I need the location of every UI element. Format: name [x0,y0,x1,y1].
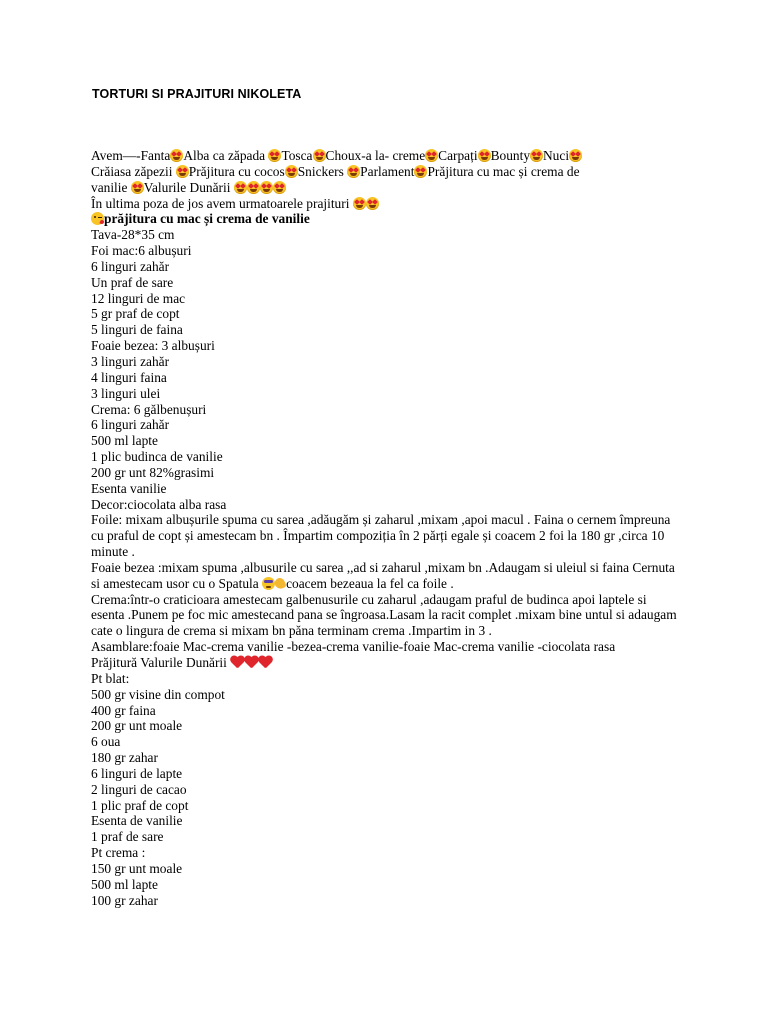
ingredient-line: Crema: 6 gălbenușuri [91,401,207,417]
intro-text: În ultima poza de jos avem urmatoarele prajituri [91,195,353,211]
ingredient-line: 1 plic praf de copt [91,797,189,813]
intro-line-2 [91,164,681,180]
intro-text: Valurile Dunării [143,179,234,195]
ingredient-line: 500 ml lapte [91,876,158,892]
document-body [91,148,681,909]
ingredient-line: 180 gr zahar [91,750,158,766]
heart-eyes-emoji-icon [569,149,582,162]
recipe-2-heading [91,655,681,671]
recipe-2-heading-text: Prăjitură Valurile Dunării [91,655,231,670]
intro-text: Crăiasa zăpezii [91,163,176,179]
ingredient-line: Pt crema : [91,845,146,861]
ingredient-line: 6 linguri zahăr [91,417,170,433]
heart-eyes-emoji-icon [347,165,360,178]
ingredient-line: 100 gr zahar [91,892,158,908]
ingredient-line: Decor:ciocolata alba rasa [91,496,227,512]
ingredient-line: 2 linguri de cacao [91,781,187,797]
clapping-hands-icon [273,576,287,590]
intro-text: Snickers [297,163,348,179]
heart-eyes-emoji-icon [530,149,543,162]
recipe-1-heading-text: prăjitura cu mac și crema de vanilie [104,211,310,227]
ingredient-line: Esenta de vanilie [91,813,183,829]
ingredient-line: 1 plic budinca de vanilie [91,449,223,465]
heart-eyes-emoji-icon [260,181,273,194]
intro-line-1 [91,148,681,164]
intro-text: Tosca [281,148,313,163]
ingredient-line: 3 linguri zahăr [91,353,170,369]
ingredient-line: 5 gr praf de copt [91,306,180,322]
ingredient-line: 12 linguri de mac [91,290,186,306]
heart-eyes-emoji-icon [366,197,379,210]
bezea-text: coacem bezeaua la fel ca foile . [286,575,454,591]
intro-line-4 [91,196,681,212]
weary-face-icon [262,577,275,590]
heart-eyes-emoji-icon [268,149,281,162]
red-heart-icon [258,656,273,669]
intro-text: Prăjitura cu mac și crema de [427,163,580,179]
intro-text: Avem—-Fanta [91,148,171,163]
ingredient-line: 400 gr faina [91,702,156,718]
heart-eyes-emoji-icon [414,165,427,178]
intro-text: Carpați [438,148,478,163]
heart-eyes-emoji-icon [247,181,260,194]
recipe-1-crema-paragraph: Crema:într-o craticioara amestecam galbenusurile cu zaharul ,adaugam praful de budinca apoi laptele si esenta .Punem pe foc mic amestecand pana se îngroasa.Lasam la racit complet .mixam bine untul si adaugam cate o lingura de crema si mixam bn păna terminam crema .Impartim in 3 . [91,591,677,639]
ingredient-line: Foaie bezea: 3 albușuri [91,338,215,354]
ingredient-line: 6 oua [91,734,121,750]
document-title: TORTURI SI PRAJITURI NIKOLETA [92,87,302,101]
ingredient-line: 5 linguri de faina [91,322,183,338]
bezea-text: Foaie bezea :mixam spuma ,albusurile cu sarea ,,ad si zaharul ,mixam bn .Adaugam si uleiul si faina Cernuta si amestecam usor cu o Spatula [91,559,675,591]
heart-eyes-emoji-icon [478,149,491,162]
ingredient-line: 200 gr unt moale [91,718,183,734]
intro-text: Alba ca zăpada [183,148,269,163]
heart-eyes-emoji-icon [170,149,183,162]
recipe-2-ingredients [91,671,681,909]
ingredient-line: 3 linguri ulei [91,385,161,401]
intro-text: Bounty [490,148,531,163]
intro-text: Nuci [543,148,570,163]
recipe-1-foile-paragraph: Foile: mixam albușurile spuma cu sarea ,adăugăm și zaharul ,mixam ,apoi macul . Faina o cernem împreuna cu praful de copt și amestecam bn . Împartim compoziția în 2 părți egale și coacem 2 foi la 180 gr ,circa 10 minute . [91,512,671,560]
ingredient-line: Un praf de sare [91,274,174,290]
ingredient-line: 500 ml lapte [91,433,158,449]
intro-text: Prăjitura cu cocos [188,163,285,179]
ingredient-line: 4 linguri faina [91,369,167,385]
heart-eyes-emoji-icon [273,181,286,194]
intro-text: vanilie [91,179,131,195]
recipe-1-ingredients [91,227,681,512]
ingredient-line: Foi mac:6 albușuri [91,243,192,259]
ingredient-line: 200 gr unt 82%grasimi [91,464,215,480]
heart-eyes-emoji-icon [353,197,366,210]
ingredient-line: 150 gr unt moale [91,860,183,876]
ingredient-line: Esenta vanilie [91,480,167,496]
intro-text: Choux-a la- creme [325,148,426,163]
ingredient-line: 500 gr visine din compot [91,686,225,702]
ingredient-line: 6 linguri zahăr [91,258,170,274]
intro-line-3 [91,180,681,196]
recipe-1-bezea-paragraph [91,560,681,592]
heart-eyes-emoji-icon [285,165,298,178]
heart-eyes-emoji-icon [131,181,144,194]
ingredient-line: Tava-28*35 cm [91,227,175,243]
heart-eyes-emoji-icon [313,149,326,162]
recipe-1-heading [91,211,681,227]
ingredient-line: 6 linguri de lapte [91,765,183,781]
heart-eyes-emoji-icon [425,149,438,162]
recipe-1-asamblare: Asamblare:foaie Mac-crema vanilie -bezea-crema vanilie-foaie Mac-crema vanilie -ciocolata rasa [91,639,616,655]
heart-eyes-emoji-icon [234,181,247,194]
ingredient-line: 1 praf de sare [91,829,164,845]
intro-text: Parlament [360,163,415,179]
wink-kiss-emoji-icon [91,212,104,225]
ingredient-line: Pt blat: [91,670,130,686]
heart-eyes-emoji-icon [176,165,189,178]
